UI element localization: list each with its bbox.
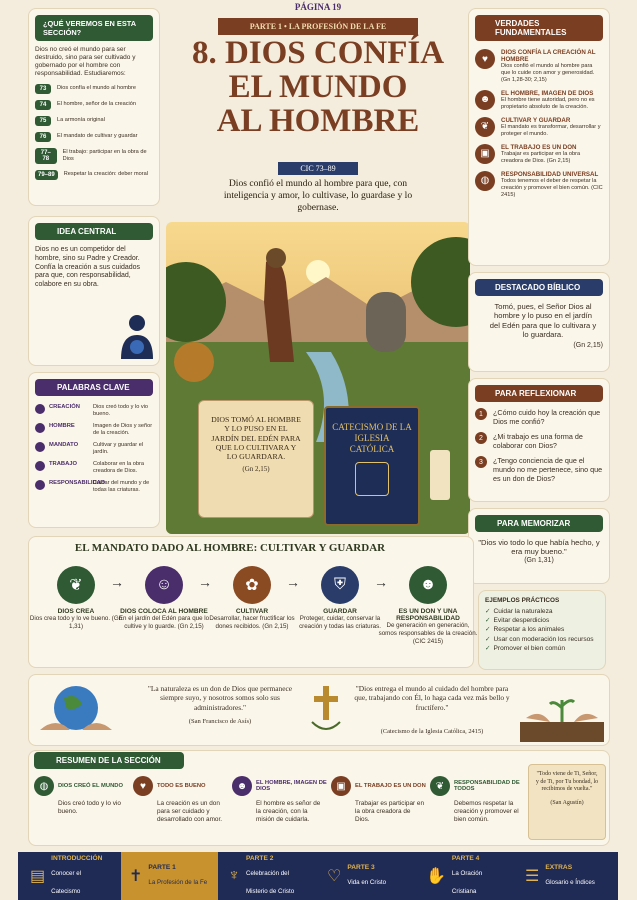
summary-item-head-row: [331, 776, 426, 796]
nav-head: PARTE 1: [148, 863, 176, 871]
keyword-icon: [35, 404, 45, 414]
mandate-title: EL MANDATO DADO AL HOMBRE: CULTIVAR Y GUARDAR: [74, 542, 386, 554]
mandate-step-icon: ❦: [57, 566, 95, 604]
cross-icon: [306, 682, 346, 738]
idea-title: IDEA CENTRAL: [35, 223, 153, 240]
truth-body: [501, 117, 603, 138]
keyword-icon: [35, 461, 45, 471]
intro-text: Dios confió el mundo al hombre para que, con inteligencia y amor, lo cultivase, lo guardase y lo gobernase.: [223, 178, 413, 213]
section-item-num: 75: [35, 116, 51, 126]
nav-icon: ♡: [327, 868, 342, 885]
nav-label: [246, 855, 309, 898]
truth-head: RESPONSABILIDAD UNIVERSAL: [501, 170, 599, 178]
catechism-title: CATECISMO DE LA IGLESIA CATÓLICA: [332, 422, 412, 454]
summary-quote: "Todo viene de Ti, Señor, y de Ti, por Tu bondad, lo recibimos de vuelta.": [535, 771, 599, 792]
summary-item-head-row: [133, 776, 228, 796]
bible-ref: (Gn 2,15): [573, 341, 603, 349]
mandate-step-head: CULTIVAR: [235, 608, 269, 615]
examples-title: EJEMPLOS PRÁCTICOS: [485, 597, 560, 604]
keyword-icon: [35, 480, 45, 490]
reflect-item: [475, 408, 603, 426]
keywords-title: PALABRAS CLAVE: [35, 379, 153, 396]
summary-item-head: TODO ES BUENO: [157, 783, 206, 789]
section-item-label: El trabajo: participar en la obra de Dios: [62, 148, 147, 162]
person-icon: ☻: [475, 90, 495, 110]
mandate-step-head: GUARDAR: [323, 608, 357, 615]
globe-icon: ◍: [475, 171, 495, 191]
memorize-ref: (Gn 1,31): [524, 556, 554, 564]
summary-item-text: Debemos respetar la creación y promover el bien común.: [454, 800, 519, 823]
example-label: Evitar desperdicios: [493, 617, 550, 625]
truth-item: [475, 144, 603, 165]
nav-head: PARTE 2: [246, 854, 274, 862]
nav-text: Celebración del Misterio de Cristo: [246, 869, 295, 895]
bible-title: DESTACADO BÍBLICO: [475, 279, 603, 296]
nav-label: [51, 855, 111, 898]
nav-item[interactable]: [517, 852, 614, 900]
crest-icon: [355, 462, 389, 496]
example-item: [485, 608, 599, 616]
sprout-icon: ❦: [475, 117, 495, 137]
truth-head: EL TRABAJO ES UN DON: [501, 143, 577, 151]
memorize-quote: "Dios vio todo lo que había hecho, y era muy bueno.": [478, 538, 600, 557]
reflect-text: ¿Mi trabajo es una forma de colaborar con Dios?: [493, 432, 583, 450]
nav-icon: ▤: [30, 868, 46, 885]
candle-icon: [430, 450, 450, 500]
keyword-icon: [35, 423, 45, 433]
section-box-title: ¿QUÉ VEREMOS EN ESTA SECCIÓN?: [35, 15, 153, 41]
section-item: [35, 148, 153, 164]
nav-icon: ✝: [129, 868, 143, 885]
heart-icon: ♥: [475, 49, 495, 69]
truth-item: [475, 117, 603, 138]
keyword-item: [35, 480, 153, 494]
keyword-def: Cuidar del mundo y de todas las criaturas.: [93, 479, 150, 493]
section-item-label: Dios confía el mundo al hombre: [57, 85, 136, 91]
reflect-number-icon: 2: [475, 432, 487, 444]
reflect-title: PARA REFLEXIONAR: [475, 385, 603, 402]
keyword-word: MANDATO: [49, 441, 79, 448]
summary-item-text: La creación es un don para ser cuidado y desarrollado con amor.: [157, 800, 223, 823]
summary-item-head: DIOS CREÓ EL MUNDO: [58, 783, 123, 789]
check-icon: ✓: [485, 617, 491, 625]
arrow-right-icon: →: [198, 574, 212, 590]
section-item: [35, 100, 153, 110]
nav-label: [148, 864, 207, 889]
mandate-step-text: De generación en generación, somos responsables de la creación. (CIC 2415): [378, 622, 478, 645]
summary-item-head-row: [232, 776, 327, 796]
nav-text: La Profesión de la Fe: [148, 878, 208, 886]
example-label: Respetar a los animales: [493, 626, 565, 634]
page-label: PÁGINA 19: [294, 2, 342, 12]
section-item: [35, 116, 153, 126]
truths-box: [468, 8, 610, 266]
truth-head: EL HOMBRE, IMAGEN DE DIOS: [501, 89, 594, 97]
truth-text: El mandato es transformar, desarrollar y proteger el mundo.: [501, 123, 601, 137]
nav-item[interactable]: [418, 852, 515, 900]
nav-item[interactable]: [22, 852, 119, 900]
mandate-step-icon: ⛨: [321, 566, 359, 604]
quote-right-ref: (Catecismo de la Iglesia Católica, 2415): [380, 728, 484, 735]
summary-quote-box: [528, 764, 606, 840]
truth-body: [501, 90, 603, 111]
summary-icon: ❦: [430, 776, 450, 796]
check-icon: ✓: [485, 635, 491, 643]
catechism-book: [324, 406, 420, 526]
arrow-right-icon: →: [110, 574, 124, 590]
example-item: [485, 626, 599, 634]
nav-text: Vida en Cristo: [347, 878, 387, 886]
summary-item: [430, 776, 525, 832]
briefcase-icon: ▣: [475, 144, 495, 164]
keyword-item: [35, 442, 153, 456]
summary-item-head-row: [430, 776, 525, 796]
nav-label: [347, 864, 386, 889]
mandate-step-head: ES UN DON Y UNA RESPONSABILIDAD: [396, 608, 460, 622]
reflect-box: [468, 378, 610, 502]
mandate-step: [378, 566, 478, 645]
reflect-item: [475, 456, 603, 483]
mandate-step-head: DIOS CREA: [57, 608, 95, 615]
mandate-step-icon: ☺: [145, 566, 183, 604]
idea-text: Dios no es un competidor del hombre, sino su Padre y Creador. Confía la creación a sus cuidados para que, con responsabilidad, colabore en su obra.: [35, 246, 141, 288]
summary-icon: ▣: [331, 776, 351, 796]
memorize-title: PARA MEMORIZAR: [475, 515, 603, 532]
truths-title: VERDADES FUNDAMENTALES: [475, 15, 603, 41]
idea-box: [28, 216, 160, 366]
mandate-step-icon: ☻: [409, 566, 447, 604]
nav-head: INTRODUCCIÓN: [51, 854, 103, 862]
mandate-step-text: En el jardín del Edén para que lo cultive y lo guarde. (Gn 2,15): [118, 615, 210, 630]
summary-icon: ☻: [232, 776, 252, 796]
keyword-word: HOMBRE: [49, 422, 75, 429]
keyword-word: CREACIÓN: [49, 404, 80, 410]
truth-item: [475, 49, 603, 84]
truth-text: Todos tenemos el deber de respetar la creación y promover el bien común. (CIC 2415): [501, 177, 603, 198]
keyword-word: TRABAJO: [49, 460, 78, 467]
section-item-num: 74: [35, 100, 51, 110]
nav-item[interactable]: [121, 852, 218, 900]
title-line-2: EL MUNDO: [228, 69, 408, 105]
keyword-def: Imagen de Dios y señor de la creación.: [93, 422, 153, 436]
truth-head: DIOS CONFÍA LA CREACIÓN AL HOMBRE: [501, 49, 596, 63]
keyword-item: [35, 404, 153, 418]
truth-item: [475, 90, 603, 111]
keyword-def: Cultivar y guardar el jardín.: [93, 441, 144, 455]
truth-head: CULTIVAR Y GUARDAR: [501, 116, 571, 124]
truth-text: Trabajar es participar en la obra creadora de Dios. (Gn 2,15): [501, 150, 581, 164]
nav-label: [452, 855, 507, 898]
summary-icon: ♥: [133, 776, 153, 796]
quote-left: "La naturaleza es un don de Dios que permanece siempre suyo, y nosotros somos solo sus administradores.": [147, 684, 293, 712]
keyword-icon: [35, 442, 45, 452]
summary-item-text: El hombre es señor de la creación, con la misión de cuidarla.: [256, 800, 321, 823]
bible-quote: Tomó, pues, el Señor Dios al hombre y lo puso en el jardín del Edén para que lo cultivara y lo guardara.: [489, 302, 597, 340]
truth-body: [501, 171, 603, 199]
person-globe-icon: [119, 313, 155, 359]
keyword-item: [35, 423, 153, 437]
section-item-num: 76: [35, 132, 51, 142]
summary-quote-ref: (San Agustín): [550, 799, 584, 806]
memorize-box: [468, 508, 610, 584]
arrow-right-icon: →: [286, 574, 300, 590]
section-item: [35, 170, 153, 180]
nav-head: PARTE 4: [451, 854, 480, 862]
summary-icon: ◍: [34, 776, 54, 796]
check-icon: ✓: [485, 644, 491, 652]
summary-item-text: Trabajar es participar en la obra creadora de Dios.: [355, 800, 425, 823]
section-item-label: La armonía original: [57, 117, 105, 123]
truth-body: [501, 49, 603, 84]
scroll-text: DIOS TOMÓ AL HOMBRE Y LO PUSO EN EL JARDÍN DEL EDÉN PARA QUE LO CULTIVARA Y LO GUARDARA.: [211, 415, 301, 462]
reflect-number-icon: 3: [475, 456, 487, 468]
earth-hands-icon: [36, 678, 116, 742]
check-icon: ✓: [485, 608, 491, 615]
truth-body: [501, 144, 603, 165]
section-item-label: El hombre, señor de la creación: [57, 101, 136, 107]
planting-hands-icon: [520, 678, 604, 742]
example-item: [485, 617, 599, 625]
summary-title: RESUMEN DE LA SECCIÓN: [34, 752, 184, 769]
section-box-text: Dios no creó el mundo para ser destruido, sino para ser cultivado y gobernado por el hombre con responsabilidad. Estudiaremos:: [35, 46, 136, 78]
reflect-number-icon: 1: [475, 408, 487, 420]
summary-item-head: RESPONSABILIDAD DE TODOS: [454, 780, 520, 792]
nav-head: PARTE 3: [347, 863, 375, 871]
nav-item[interactable]: [220, 852, 317, 900]
mandate-step-icon: ✿: [233, 566, 271, 604]
truth-item: [475, 171, 603, 199]
example-label: Promover el bien común: [493, 644, 565, 652]
part-label: PARTE 1 • LA PROFESIÓN DE LA FE: [218, 18, 418, 35]
section-item-num: 73: [35, 84, 51, 94]
mandate-step-head: DIOS COLOCA AL HOMBRE: [120, 608, 208, 615]
mandate-step-text: Desarrollar, hacer fructificar los dones recibidos. (Gn 2,15): [209, 615, 295, 630]
title-line-1: 8. DIOS CONFÍA: [191, 35, 445, 71]
reflect-text: ¿Cómo cuido hoy la creación que Dios me confió?: [493, 408, 601, 426]
section-box: [28, 8, 160, 206]
nav-icon: ☰: [525, 868, 540, 885]
example-label: Cuidar la naturaleza: [493, 608, 553, 615]
nav-label: [545, 864, 595, 889]
nav-text: Conocer el Catecismo: [51, 869, 82, 895]
nav-text: Glosario e Índices: [545, 878, 595, 886]
example-item: [485, 645, 599, 653]
nav-icon: ✋: [426, 868, 446, 885]
keyword-item: [35, 461, 153, 475]
summary-item: [34, 776, 129, 832]
summary-item: [133, 776, 228, 832]
arrow-right-icon: →: [374, 574, 388, 590]
check-icon: ✓: [485, 626, 491, 634]
keyword-word: RESPONSABILIDAD: [49, 479, 106, 486]
bible-box: [468, 272, 610, 372]
truth-text: Dios confió el mundo al hombre para que lo cuide con amor y generosidad. (Gn 1,28-30; 2,15): [501, 63, 595, 83]
reflect-text: ¿Tengo conciencia de que el mundo no me pertenece, sino que es un don de Dios?: [493, 456, 603, 483]
reflect-item: [475, 432, 603, 450]
examples-box: [478, 590, 606, 670]
example-item: [485, 636, 599, 644]
summary-item: [232, 776, 327, 832]
summary-item: [331, 776, 426, 832]
example-label: Usar con moderación los recursos: [493, 635, 594, 643]
section-item: [35, 132, 153, 142]
page-title: [168, 36, 468, 138]
section-item-num: 79–89: [35, 170, 58, 180]
truth-text: El hombre tiene autoridad, pero no es propietario absoluto de la creación.: [501, 96, 595, 110]
section-item-num: 77–78: [35, 148, 57, 164]
nav-icon: ♆: [228, 867, 240, 884]
scroll-ref: (Gn 2,15): [242, 464, 270, 473]
section-item: [35, 84, 153, 94]
summary-item-head-row: [34, 776, 129, 796]
summary-item-head: EL HOMBRE, IMAGEN DE DIOS: [256, 780, 327, 792]
quote-left-ref: (San Francisco de Asís): [188, 718, 252, 725]
cic-ref: CIC 73–89: [278, 162, 358, 175]
keywords-box: [28, 372, 160, 528]
keyword-def: Dios creó todo y lo vio bueno.: [93, 404, 149, 417]
title-line-3: AL HOMBRE: [216, 103, 420, 139]
summary-item-head: EL TRABAJO ES UN DON: [355, 783, 426, 789]
nav-text: La Oración Cristiana: [451, 869, 483, 895]
nav-head: EXTRAS: [545, 863, 573, 871]
nav-item[interactable]: [319, 852, 416, 900]
mandate-step-text: Dios crea todo y lo ve bueno. (Gn 1,31): [29, 615, 123, 630]
section-item-label: El mandato de cultivar y guardar: [57, 133, 138, 139]
mandate-step-text: Proteger, cuidar, conservar la creación y todas las criaturas.: [299, 615, 381, 630]
section-item-label: Respetar la creación: deber moral: [63, 171, 148, 177]
scroll: [198, 400, 314, 518]
summary-item-text: Dios creó todo y lo vio bueno.: [58, 800, 121, 815]
quote-right: "Dios entrega el mundo al cuidado del hombre para que, trabajando con Él, lo haga cada vez más bello y fructífero.": [354, 684, 510, 712]
keyword-def: Colaborar en la obra creadora de Dios.: [93, 460, 144, 474]
